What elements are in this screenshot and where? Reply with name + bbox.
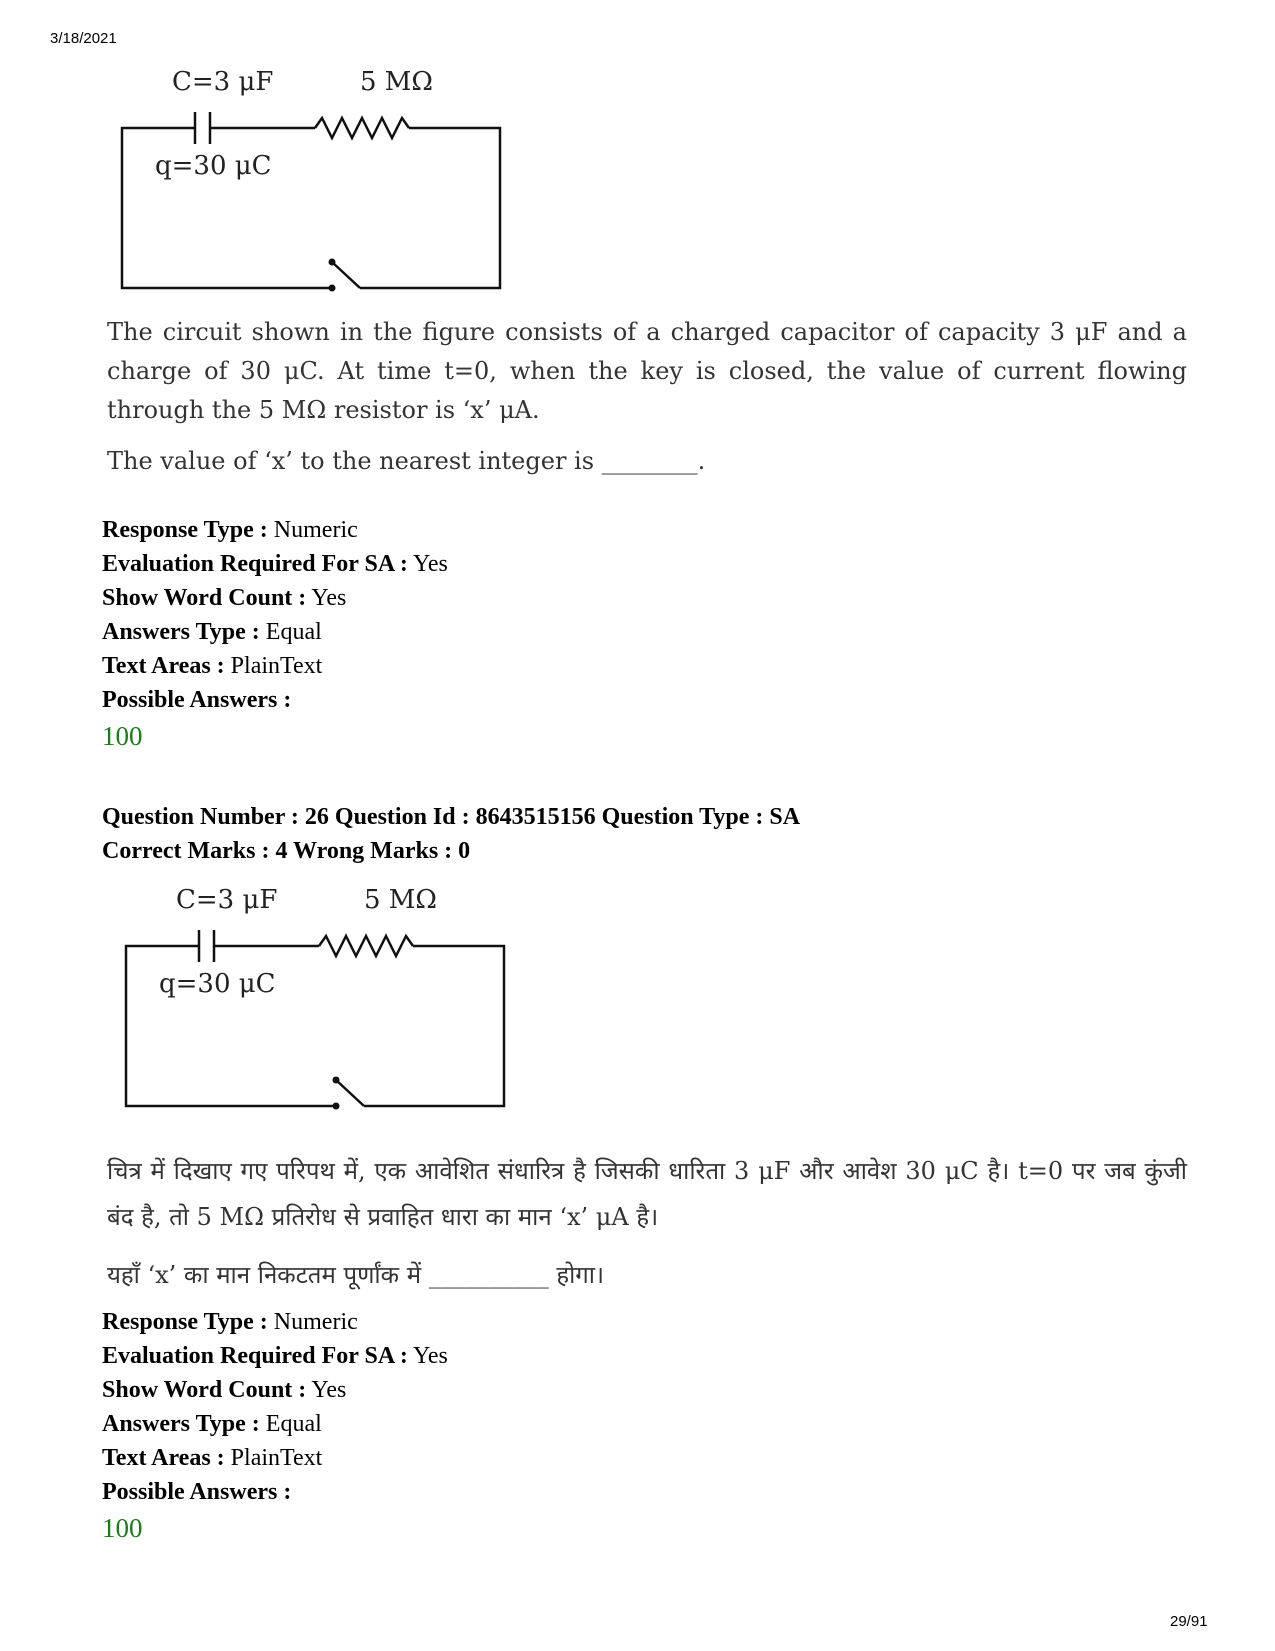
- show-word-count-row: Show Word Count : Yes: [102, 585, 347, 611]
- wire-right: [360, 128, 500, 288]
- question-25-paragraph: The circuit shown in the figure consists of a charged capacitor of capacity 3 μF and a charge of 30 μC. At time t=0, when the key is closed, the value of current flowing through the 5 MΩ resistor is ‘x’ μA.: [107, 318, 1187, 424]
- charge-label: q=30 μC: [159, 969, 276, 999]
- switch-contact-top: [329, 259, 336, 266]
- show-word-count-row: Show Word Count : Yes: [102, 1377, 347, 1403]
- response-type-row: Response Type : Numeric: [102, 517, 358, 543]
- evaluation-required-row: Evaluation Required For SA : Yes: [102, 551, 448, 577]
- possible-answer-value: 100: [102, 721, 143, 751]
- question-26-id-line: Question Number : 26 Question Id : 8643515156 Question Type : SA: [102, 804, 801, 830]
- switch-contact-bottom: [333, 1103, 340, 1110]
- evaluation-required-row: Evaluation Required For SA : Yes: [102, 1343, 448, 1369]
- switch-blade: [332, 262, 360, 288]
- resistor-zigzag: [319, 936, 413, 956]
- resistance-label: 5 MΩ: [360, 67, 433, 97]
- question-25-text: [107, 313, 1187, 493]
- question-26-paragraph: चित्र में दिखाए गए परिपथ में, एक आवेशित संधारित्र है जिसकी धारिता 3 μF और आवेश 30 μC है। t=0 पर जब कुंजी बंद है, तो 5 MΩ प्रतिरोध से प्रवाहित धारा का मान ‘x’ μA है।: [107, 1157, 1187, 1231]
- capacitance-label: C=3 μF: [172, 67, 274, 97]
- resistance-label: 5 MΩ: [364, 885, 437, 915]
- answers-type-row: Answers Type : Equal: [102, 1411, 322, 1437]
- question-26-heading: [102, 800, 800, 868]
- response-type-row: Response Type : Numeric: [102, 1309, 358, 1335]
- possible-answers-row: Possible Answers :: [102, 1479, 292, 1505]
- print-date: 3/18/2021: [50, 30, 117, 47]
- page-number: 29/91: [1170, 1613, 1208, 1630]
- text-areas-row: Text Areas : PlainText: [102, 1445, 323, 1471]
- resistor-zigzag: [315, 118, 409, 138]
- switch-contact-top: [333, 1077, 340, 1084]
- text-areas-row: Text Areas : PlainText: [102, 653, 323, 679]
- question-26-blank-line: यहाँ ‘x’ का मान निकटतम पूर्णांक में __________ होगा।: [107, 1261, 605, 1289]
- question-25-blank-line: The value of ‘x’ to the nearest integer is ________.: [107, 447, 706, 475]
- question-26-text: [107, 1148, 1187, 1310]
- possible-answer-value: 100: [102, 1513, 143, 1543]
- circuit-diagram: [114, 880, 534, 1130]
- wire-right: [364, 946, 504, 1106]
- charge-label: q=30 μC: [155, 151, 272, 181]
- question-26-marks-line: Correct Marks : 4 Wrong Marks : 0: [102, 838, 471, 864]
- possible-answers-row: Possible Answers :: [102, 687, 292, 713]
- question-25-meta: [102, 513, 448, 755]
- circuit-diagram: [110, 62, 530, 312]
- capacitance-label: C=3 μF: [176, 885, 278, 915]
- answers-type-row: Answers Type : Equal: [102, 619, 322, 645]
- switch-contact-bottom: [329, 285, 336, 292]
- switch-blade: [336, 1080, 364, 1106]
- question-26-meta: [102, 1305, 448, 1547]
